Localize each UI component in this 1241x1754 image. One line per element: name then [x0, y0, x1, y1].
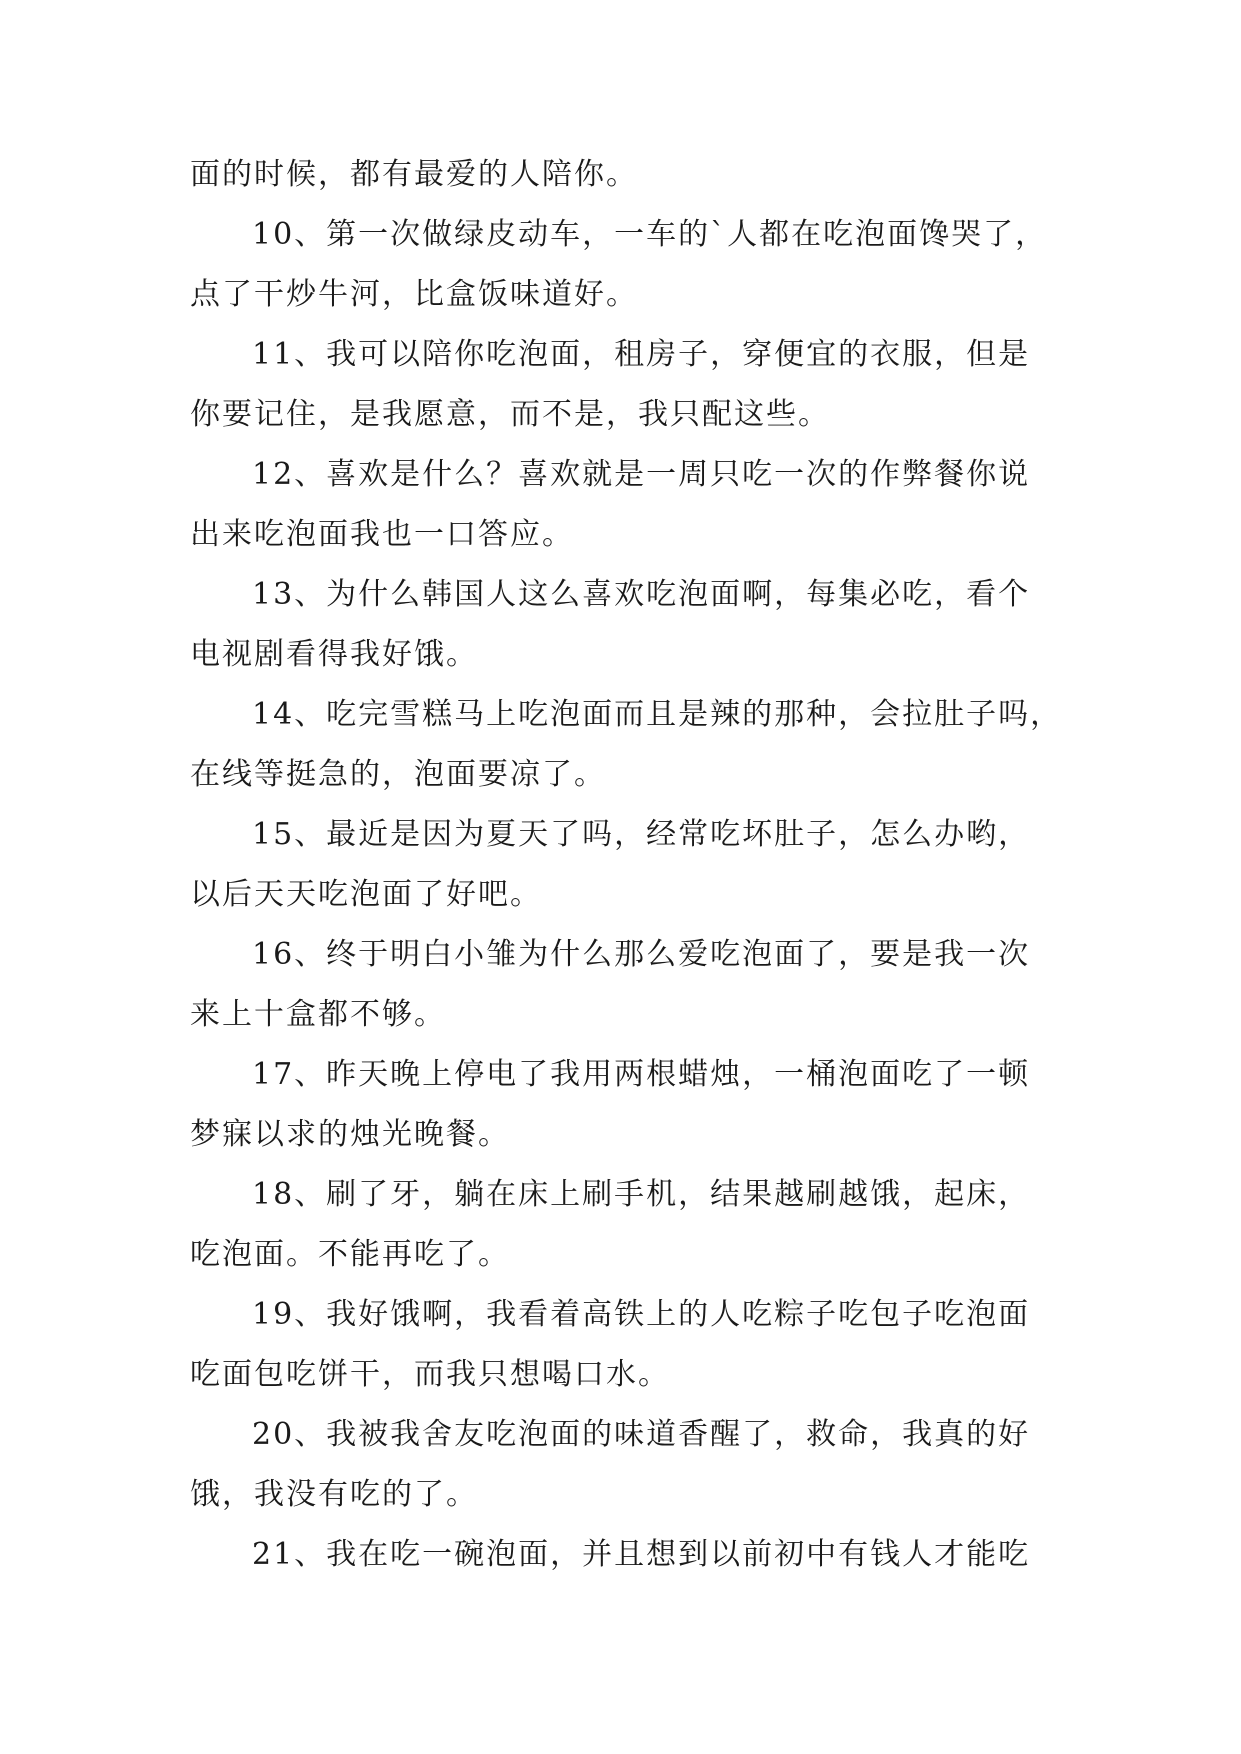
paragraph-continuation-line: 出来吃泡面我也一口答应。: [190, 517, 574, 552]
paragraph-first-line: 14、吃完雪糕马上吃泡面而且是辣的那种，会拉肚子吗，: [252, 697, 1063, 732]
paragraph-continuation-line: 在线等挺急的，泡面要凉了。: [190, 757, 606, 792]
paragraph-continuation-line: 电视剧看得我好饿。: [190, 637, 478, 672]
paragraph-continuation-line: 吃面包吃饼干，而我只想喝口水。: [190, 1357, 670, 1392]
paragraph-first-line: 19、我好饿啊，我看着高铁上的人吃粽子吃包子吃泡面: [252, 1297, 1031, 1332]
paragraph-first-line: 18、刷了牙，躺在床上刷手机，结果越刷越饿，起床，: [252, 1177, 1031, 1212]
paragraph-first-line: 20、我被我舍友吃泡面的味道香醒了，救命，我真的好: [252, 1417, 1031, 1452]
paragraph-continuation-line: 梦寐以求的烛光晚餐。: [190, 1117, 510, 1152]
paragraph-first-line: 17、昨天晚上停电了我用两根蜡烛，一桶泡面吃了一顿: [252, 1057, 1031, 1092]
paragraph-first-line: 10、第一次做绿皮动车，一车的`人都在吃泡面馋哭了，: [252, 217, 1048, 252]
paragraph-continuation-line: 面的时候，都有最爱的人陪你。: [190, 157, 638, 192]
paragraph-continuation-line: 饿，我没有吃的了。: [190, 1477, 478, 1512]
paragraph-first-line: 11、我可以陪你吃泡面，租房子，穿便宜的衣服，但是: [252, 337, 1031, 372]
paragraph-first-line: 13、为什么韩国人这么喜欢吃泡面啊，每集必吃，看个: [252, 577, 1031, 612]
paragraph-first-line: 16、终于明白小雏为什么那么爱吃泡面了，要是我一次: [252, 937, 1031, 972]
paragraph-first-line: 21、我在吃一碗泡面，并且想到以前初中有钱人才能吃: [252, 1537, 1031, 1572]
paragraph-continuation-line: 点了干炒牛河，比盒饭味道好。: [190, 277, 638, 312]
paragraph-continuation-line: 你要记住，是我愿意，而不是，我只配这些。: [190, 397, 830, 432]
paragraph-first-line: 15、最近是因为夏天了吗，经常吃坏肚子，怎么办哟，: [252, 817, 1031, 852]
paragraph-continuation-line: 以后天天吃泡面了好吧。: [190, 877, 542, 912]
paragraph-first-line: 12、喜欢是什么？喜欢就是一周只吃一次的作弊餐你说: [252, 457, 1031, 492]
paragraph-continuation-line: 吃泡面。不能再吃了。: [190, 1237, 510, 1272]
paragraph-continuation-line: 来上十盒都不够。: [190, 997, 446, 1032]
document-body: [190, 156, 1063, 1596]
